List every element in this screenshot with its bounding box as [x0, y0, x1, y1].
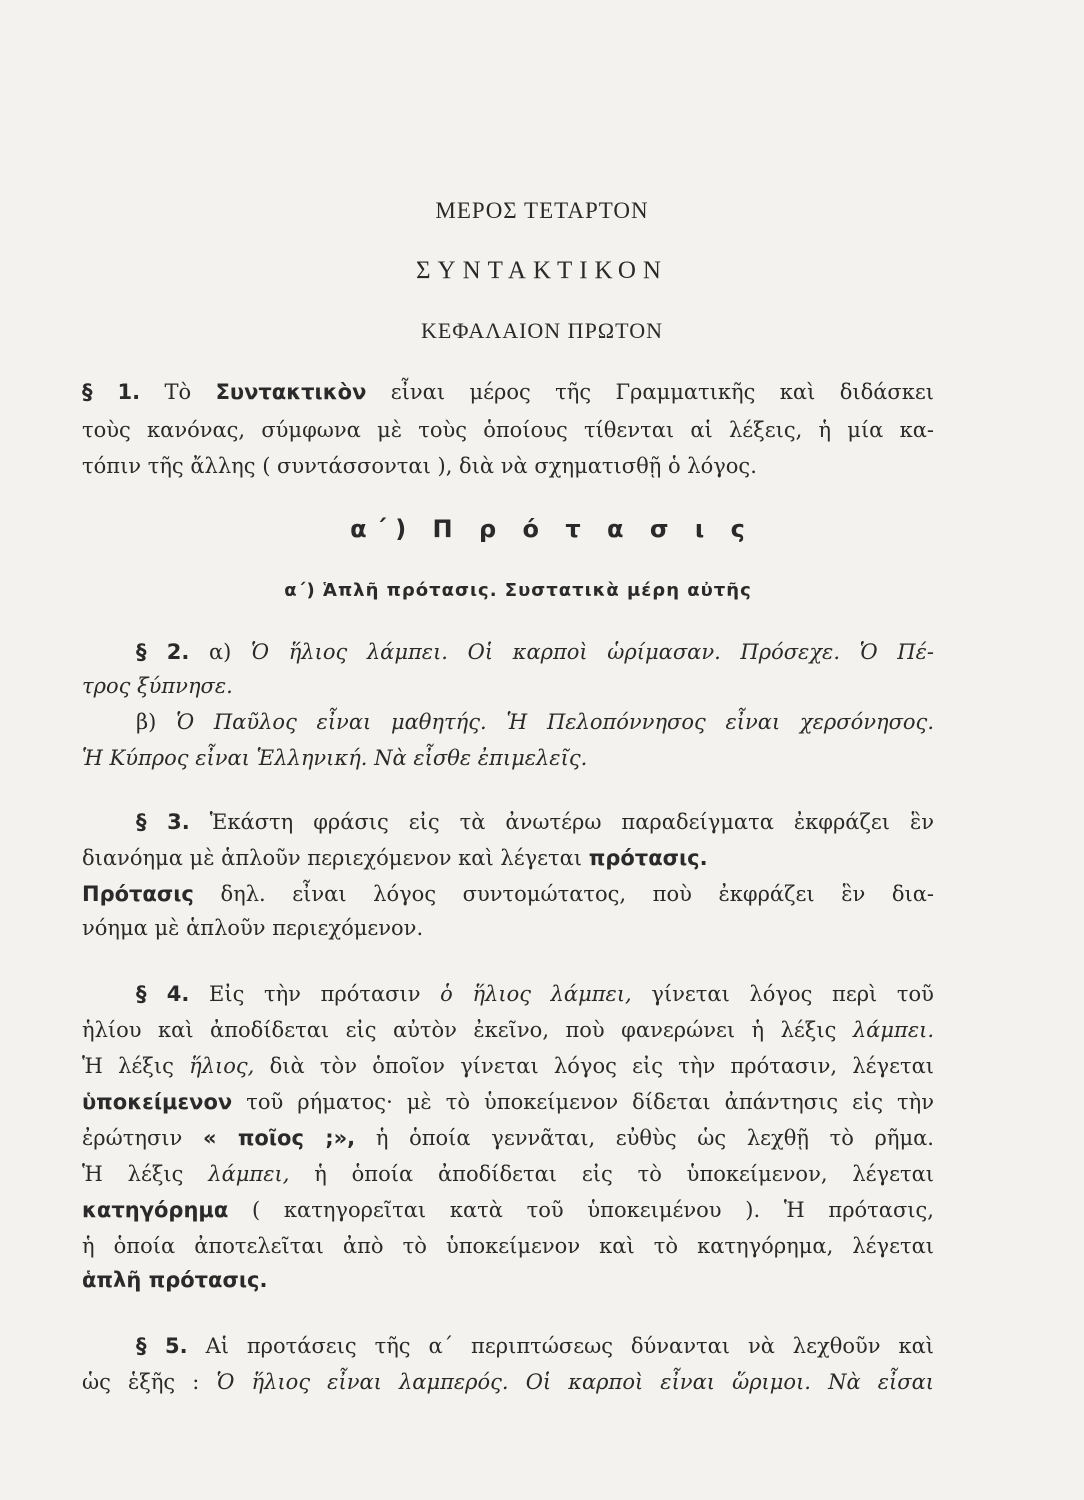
italic-example: Ἡ Κύπρος εἶναι Ἑλληνική. Νὰ εἶσθε ἐπιμελεῖς.: [82, 746, 588, 770]
bold-term: « ποῖος ;»,: [202, 1126, 356, 1150]
paragraph-number: § 4.: [136, 982, 190, 1006]
text-span: Αἱ προτάσεις τῆς α΄ περιπτώσεως δύνανται νὰ λεχθοῦν καὶ: [205, 1334, 934, 1358]
part-heading: ΜΕΡΟΣ ΤΕΤΑΡΤΟΝ: [435, 198, 649, 223]
paragraph-number: § 2.: [136, 640, 190, 664]
text-span: ἐρώτησιν: [82, 1126, 183, 1150]
page-title: ΣΥΝΤΑΚΤΙΚΟΝ: [416, 257, 668, 284]
paragraph-4-line-9: [82, 1270, 934, 1291]
paragraph-2-line-4: [82, 748, 934, 769]
text-span: ἡ ὁποία γεννᾶται, εὐθὺς ὡς λεχθῇ τὸ ρῆμα.: [375, 1126, 934, 1150]
bold-term: πρότασις.: [588, 846, 708, 870]
text-span: Τὸ: [164, 380, 192, 404]
paragraph-4-line-1: [136, 984, 934, 1005]
italic-example: τρος ξύπνησε.: [82, 674, 233, 698]
paragraph-4-line-3: [82, 1056, 934, 1077]
italic-example: λάμπει,: [208, 1162, 290, 1186]
paragraph-4-line-7: [82, 1200, 934, 1221]
bold-term: κατηγόρημα: [82, 1198, 229, 1222]
paragraph-2-line-2: [82, 676, 934, 697]
text-span: ( κατηγορεῖται κατὰ τοῦ ὑποκειμένου ). Ἡ πρότασις,: [252, 1198, 934, 1222]
paragraph-2-line-1: [136, 642, 934, 663]
text-span: Ἡ λέξις: [82, 1162, 184, 1186]
paragraph-number: § 1.: [82, 380, 141, 404]
paragraph-3-line-3: [82, 884, 934, 905]
text-span: διὰ τὸν ὁποῖον γίνεται λόγος εἰς τὴν πρότασιν, λέγεται: [269, 1054, 934, 1078]
section-subheading: α΄) Ἁπλῆ πρότασις. Συστατικὰ μέρη αὐτῆς: [284, 580, 752, 601]
paragraph-3-line-4: νόημα μὲ ἁπλοῦν περιεχόμενον.: [82, 916, 424, 940]
paragraph-3-line-1: [136, 812, 934, 833]
text-span: ἡλίου καὶ ἀποδίδεται εἰς αὐτὸν ἐκεῖνο, ποὺ φανερώνει ἡ λέξις: [82, 1018, 837, 1042]
text-span: Ἡ λέξις: [82, 1054, 174, 1078]
bold-term: Συντακτικὸν: [215, 380, 367, 404]
paragraph-1-line-1: [82, 382, 934, 403]
paragraph-number: § 3.: [136, 810, 190, 834]
italic-example: Ὁ ἥλιος εἶναι λαμπερός. Οἱ καρποὶ εἶναι ὥριμοι. Νὰ εἶσαι: [216, 1370, 934, 1394]
italic-example: λάμπει.: [852, 1018, 934, 1042]
italic-example: ἥλιος,: [189, 1054, 255, 1078]
bold-term: ὑποκείμενον: [82, 1090, 233, 1114]
text-span: Ἑκάστη φράσις εἰς τὰ ἀνωτέρω παραδείγματα ἐκφράζει ἓν: [209, 810, 935, 834]
italic-example: ὁ ἥλιος λάμπει,: [440, 982, 632, 1006]
text-span: Εἰς τὴν πρότασιν: [209, 982, 421, 1006]
paragraph-1-line-3: τόπιν τῆς ἄλλης ( συντάσσονται ), διὰ νὰ σχηματισθῇ ὁ λόγος.: [82, 454, 757, 478]
paragraph-2-line-3: [136, 712, 934, 733]
paragraph-number: § 5.: [136, 1334, 188, 1358]
bold-term: ἁπλῆ πρότασις.: [82, 1268, 268, 1292]
paragraph-5-line-1: [136, 1336, 934, 1357]
paragraph-4-line-4: [82, 1092, 934, 1113]
paragraph-5-line-2: [82, 1372, 934, 1393]
paragraph-3-line-2: [82, 848, 934, 869]
italic-example: Ὁ ἥλιος λάμπει. Οἱ καρποὶ ὡρίμασαν. Πρόσεχε. Ὁ Πέ-: [251, 640, 934, 664]
text-span: γίνεται λόγος περὶ τοῦ: [651, 982, 934, 1006]
paragraph-1-line-2: τοὺς κανόνας, σύμφωνα μὲ τοὺς ὁποίους τίθενται αἱ λέξεις, ἡ μία κα-: [82, 418, 934, 442]
text-span: τοῦ ρήματος· μὲ τὸ ὑποκείμενον δίδεται ἀπάντησις εἰς τὴν: [246, 1090, 934, 1114]
text-span: ἡ ὁποία ἀποδίδεται εἰς τὸ ὑποκείμενον, λέγεται: [314, 1162, 934, 1186]
text-span: β): [136, 710, 157, 734]
chapter-heading: ΚΕΦΑΛΑΙΟΝ ΠΡΩΤΟΝ: [421, 318, 663, 343]
paragraph-4-line-5: [82, 1128, 934, 1149]
text-span: διανόημα μὲ ἁπλοῦν περιεχόμενον καὶ λέγεται: [82, 846, 583, 870]
paragraph-4-line-8: ἡ ὁποία ἀποτελεῖται ἀπὸ τὸ ὑποκείμενον καὶ τὸ κατηγόρημα, λέγεται: [82, 1234, 934, 1258]
italic-example: Ὁ Παῦλος εἶναι μαθητής. Ἡ Πελοπόννησος εἶναι χερσόνησος.: [176, 710, 934, 734]
text-span: ὡς ἑξῆς :: [82, 1370, 200, 1394]
paragraph-4-line-6: [82, 1164, 934, 1185]
text-span: εἶναι μέρος τῆς Γραμματικῆς καὶ διδάσκει: [390, 380, 934, 404]
paragraph-4-line-2: [82, 1020, 934, 1041]
text-span: δηλ. εἶναι λόγος συντομώτατος, ποὺ ἐκφράζει ἓν δια-: [220, 882, 934, 906]
bold-term: Πρότασις: [82, 882, 194, 906]
section-heading: α΄) Π ρ ό τ α σ ι ς: [350, 515, 754, 543]
text-span: α): [209, 640, 232, 664]
